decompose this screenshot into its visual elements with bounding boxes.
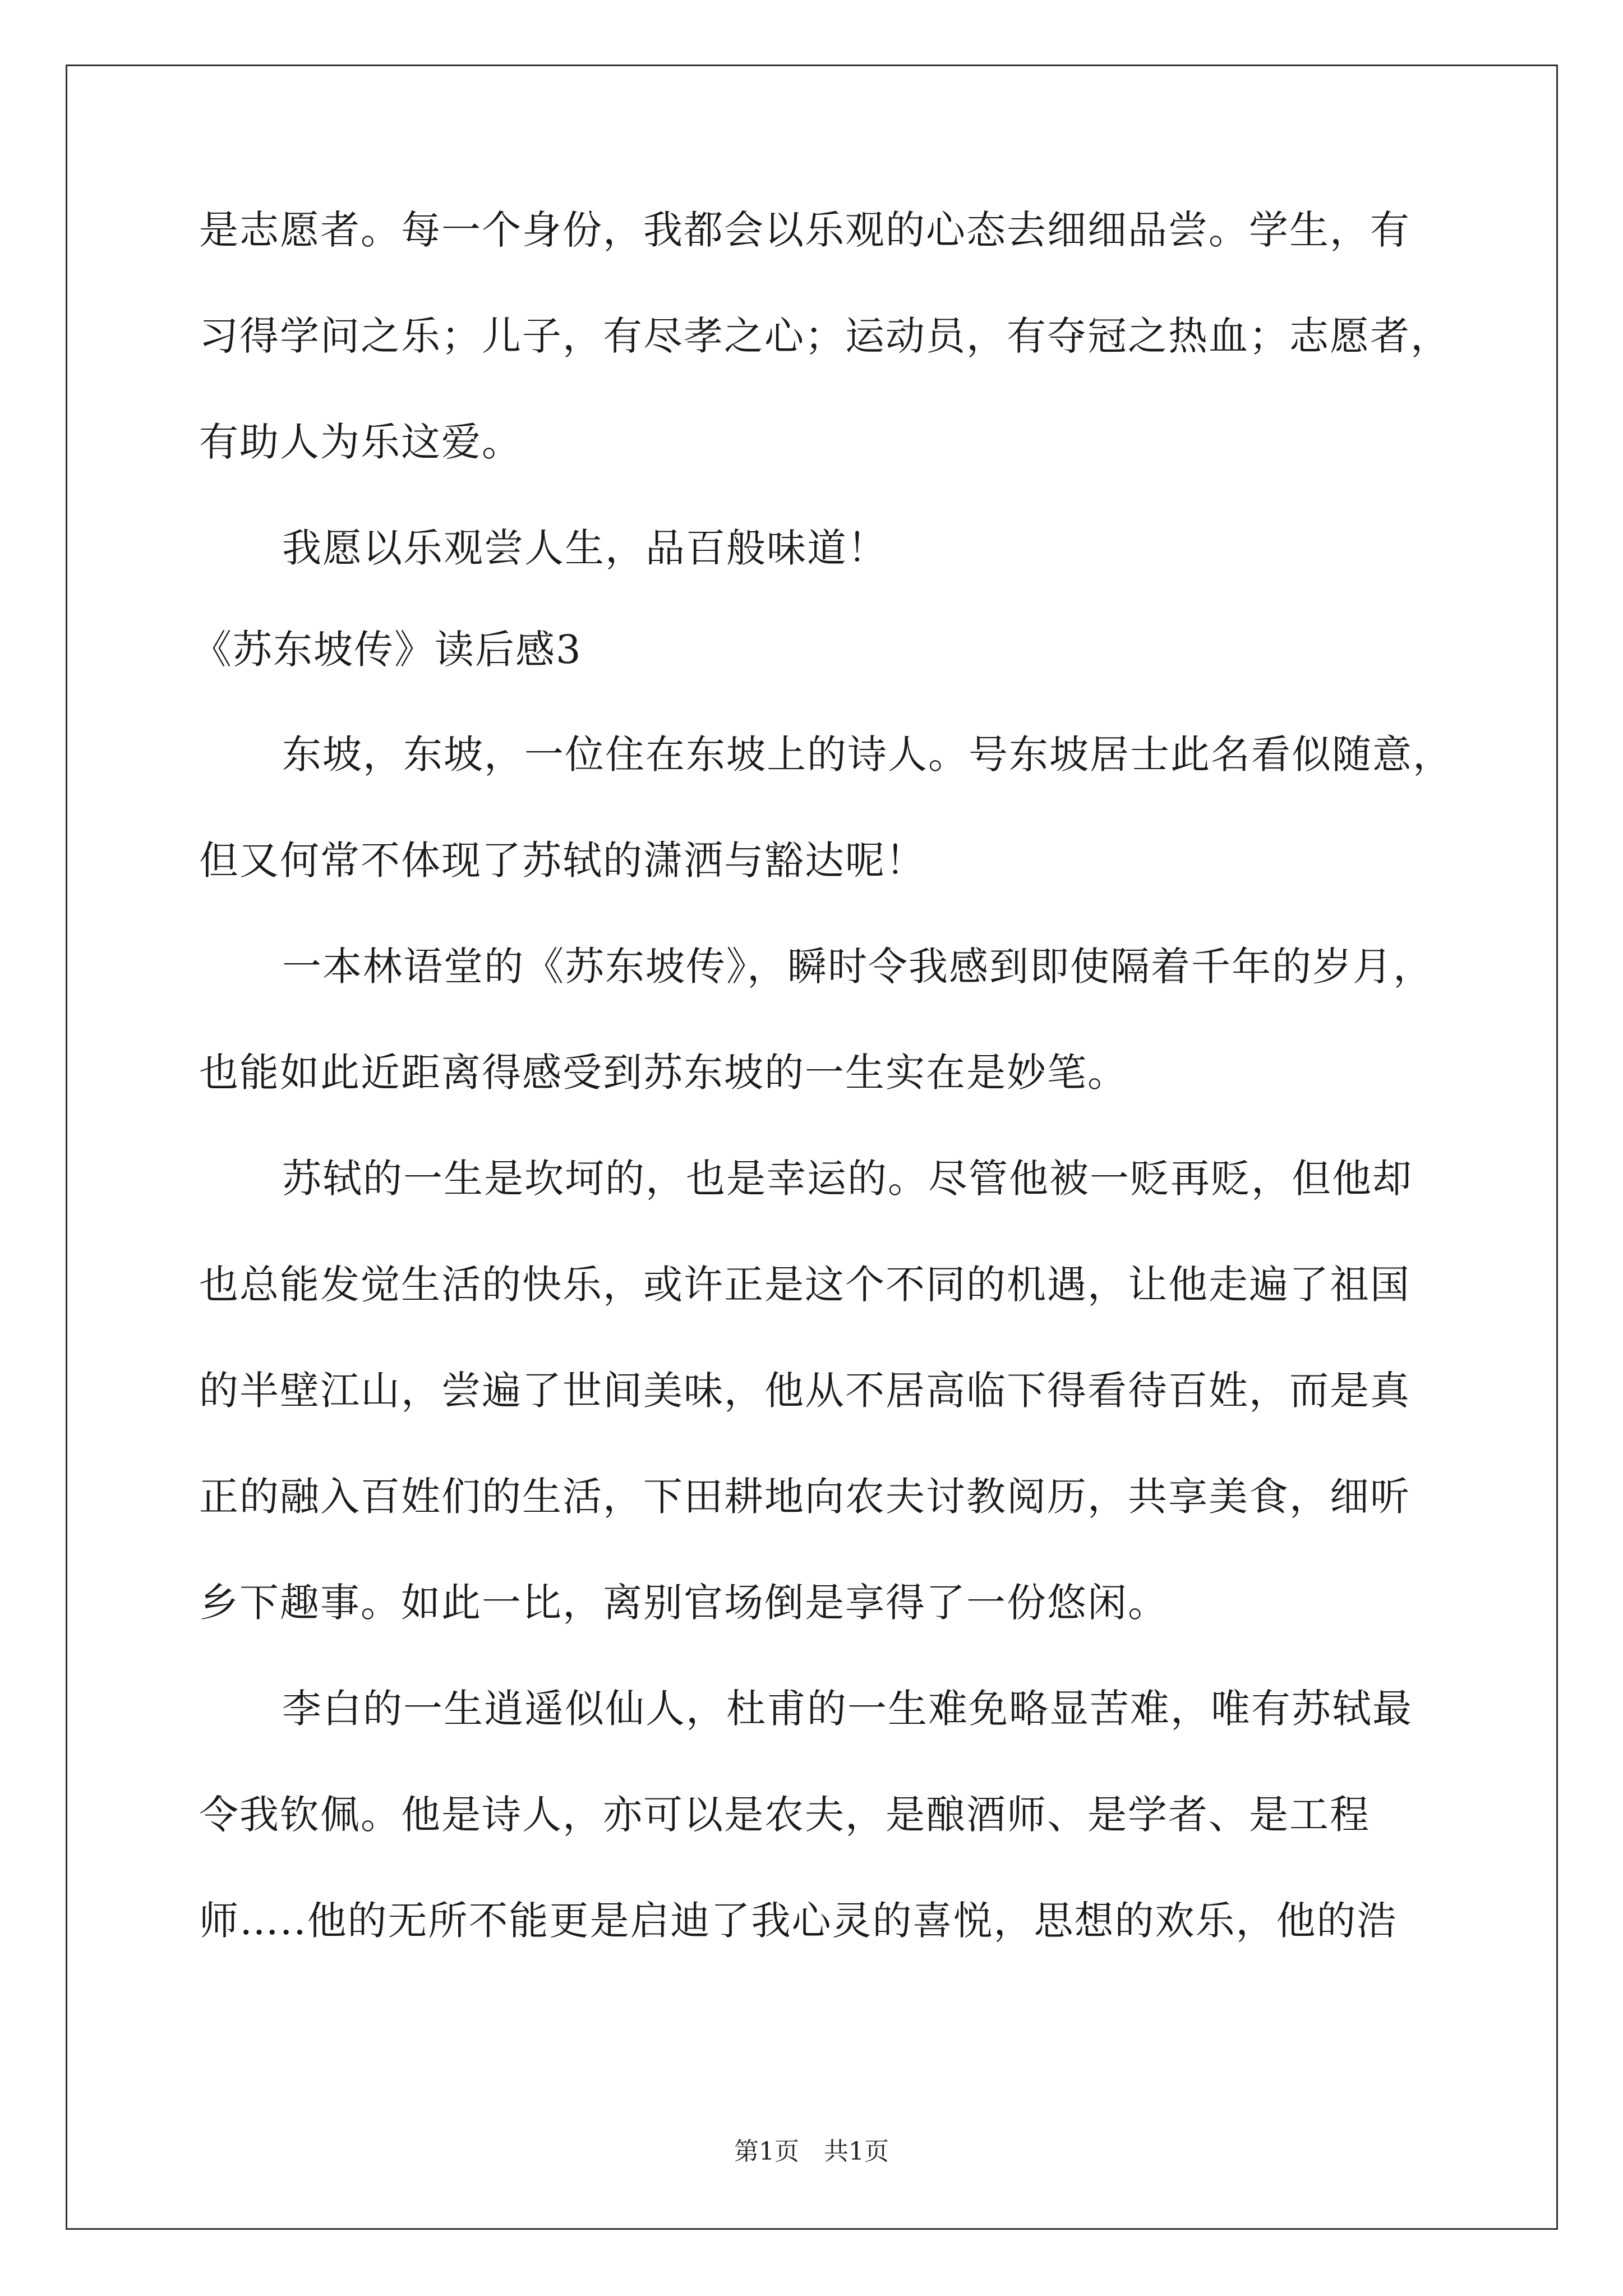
paragraph-line: 一本林语堂的《苏东坡传》，瞬时令我感到即使隔着千年的岁月， bbox=[282, 944, 1433, 990]
paragraph-line: 也总能发觉生活的快乐，或许正是这个不同的机遇，让他走遍了祖国 bbox=[199, 1262, 1410, 1308]
paragraph-line: 苏轼的一生是坎坷的，也是幸运的。尽管他被一贬再贬，但他却 bbox=[282, 1156, 1413, 1202]
paragraph-line: 有助人为乐这爱。 bbox=[199, 419, 522, 465]
paragraph-line: 但又何常不体现了苏轼的潇洒与豁达呢！ bbox=[199, 838, 926, 884]
page-footer: 第1页 共1页 bbox=[734, 2137, 889, 2166]
paragraph-line: 李白的一生逍遥似仙人，杜甫的一生难免略显苦难，唯有苏轼最 bbox=[282, 1686, 1413, 1732]
paragraph-line: 也能如此近距离得感受到苏东坡的一生实在是妙笔。 bbox=[199, 1050, 1128, 1096]
paragraph-line: 是志愿者。每一个身份，我都会以乐观的心态去细细品尝。学生，有 bbox=[199, 207, 1410, 253]
paragraph-line: 师…..他的无所不能更是启迪了我心灵的喜悦，思想的欢乐，他的浩 bbox=[199, 1898, 1398, 1944]
paragraph-line: 习得学问之乐；儿子，有尽孝之心；运动员，有夺冠之热血；志愿者， bbox=[199, 313, 1451, 359]
section-heading: 《苏东坡传》读后感3 bbox=[192, 627, 582, 673]
paragraph-line: 东坡，东坡，一位住在东坡上的诗人。号东坡居士此名看似随意， bbox=[282, 731, 1453, 777]
paragraph-line: 令我钦佩。他是诗人，亦可以是农夫，是酿酒师、是学者、是工程 bbox=[199, 1792, 1370, 1838]
paragraph-line: 我愿以乐观尝人生，品百般味道！ bbox=[282, 525, 888, 571]
paragraph-line: 的半壁江山，尝遍了世间美味，他从不居高临下得看待百姓，而是真 bbox=[199, 1368, 1410, 1414]
paragraph-line: 乡下趣事。如此一比，离别官场倒是享得了一份悠闲。 bbox=[199, 1580, 1168, 1626]
paragraph-line: 正的融入百姓们的生活，下田耕地向农夫讨教阅历，共享美食，细听 bbox=[199, 1474, 1410, 1520]
